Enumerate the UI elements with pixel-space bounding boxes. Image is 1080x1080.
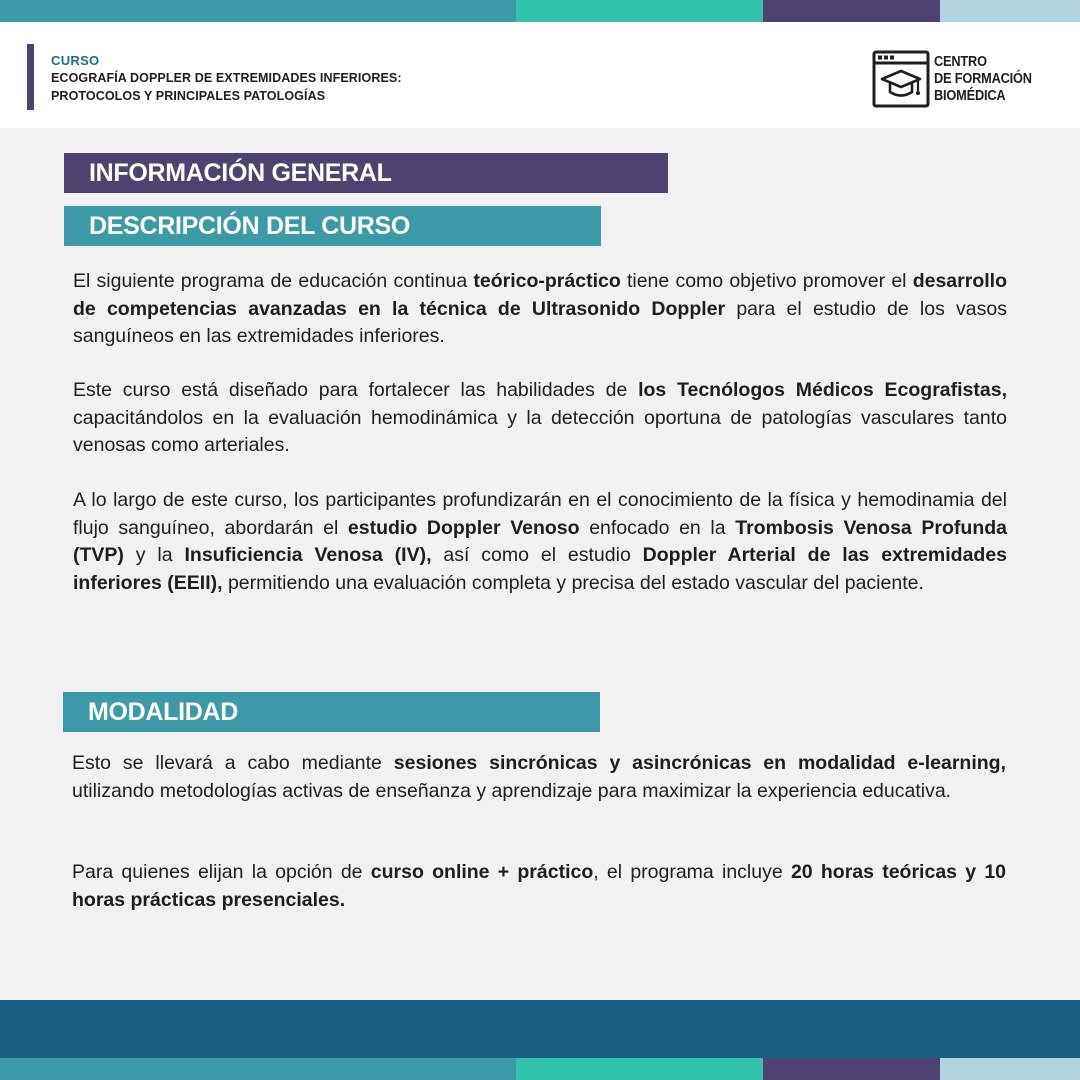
logo — [872, 50, 1045, 108]
bottom-color-stripe — [0, 1058, 1080, 1080]
description-paragraph-3: A lo largo de este curso, los participantes profundizarán en el conocimiento de la física y hemodinamia del flujo sanguíneo, abordarán el estudio Doppler Venoso enfocado en la Trombosis Venosa Profunda (TVP) y la Insuficiencia Venosa (IV), así como el estudio Doppler Arterial de las extremidades inferiores (EEII), permitiendo una evaluación completa y precisa del estado vascular del paciente. — [73, 489, 1008, 594]
logo-line-2: DE FORMACIÓN — [934, 70, 1032, 87]
footer-band — [0, 1000, 1080, 1058]
header — [0, 22, 1080, 128]
logo-wordmark — [934, 54, 1032, 105]
logo-line-1: CENTRO — [934, 53, 987, 70]
section-title-general: INFORMACIÓN GENERAL — [64, 153, 668, 193]
description-paragraph-2: Este curso está diseñado para fortalecer las habilidades de los Tecnólogos Médicos Ecografistas, capacitándolos en la evaluación hemodinámica y la detección oportuna de patologías vasculares tanto venosas como arteriales. — [73, 379, 1007, 456]
section-title-description: DESCRIPCIÓN DEL CURSO — [64, 206, 601, 246]
graduation-cap-browser-icon — [872, 50, 930, 108]
course-heading — [51, 53, 402, 105]
top-color-stripe — [0, 0, 1080, 22]
course-title-line-1: ECOGRAFÍA DOPPLER DE EXTREMIDADES INFERIORES: — [51, 71, 402, 85]
course-kicker: CURSO — [51, 53, 100, 68]
description-paragraph-1: El siguiente programa de educación continua teórico-práctico tiene como objetivo promover el desarrollo de competencias avanzadas en la técnica de Ultrasonido Doppler para el estudio de los vasos sanguíneos en las extremidades inferiores. — [73, 270, 1007, 347]
modality-paragraph-2: Para quienes elijan la opción de curso online + práctico, el programa incluye 20 horas teóricas y 10 horas prácticas presenciales. — [72, 861, 1007, 911]
logo-line-3: BIOMÉDICA — [934, 87, 1006, 104]
modality-paragraph-1: Esto se llevará a cabo mediante sesiones sincrónicas y asincrónicas en modalidad e-learning, utilizando metodologías activas de enseñanza y aprendizaje para maximizar la experiencia educativa. — [72, 752, 1006, 802]
course-title-line-2: PROTOCOLOS Y PRINCIPALES PATOLOGÍAS — [51, 89, 326, 103]
header-accent-bar — [27, 44, 34, 110]
section-title-modality: MODALIDAD — [63, 692, 600, 732]
